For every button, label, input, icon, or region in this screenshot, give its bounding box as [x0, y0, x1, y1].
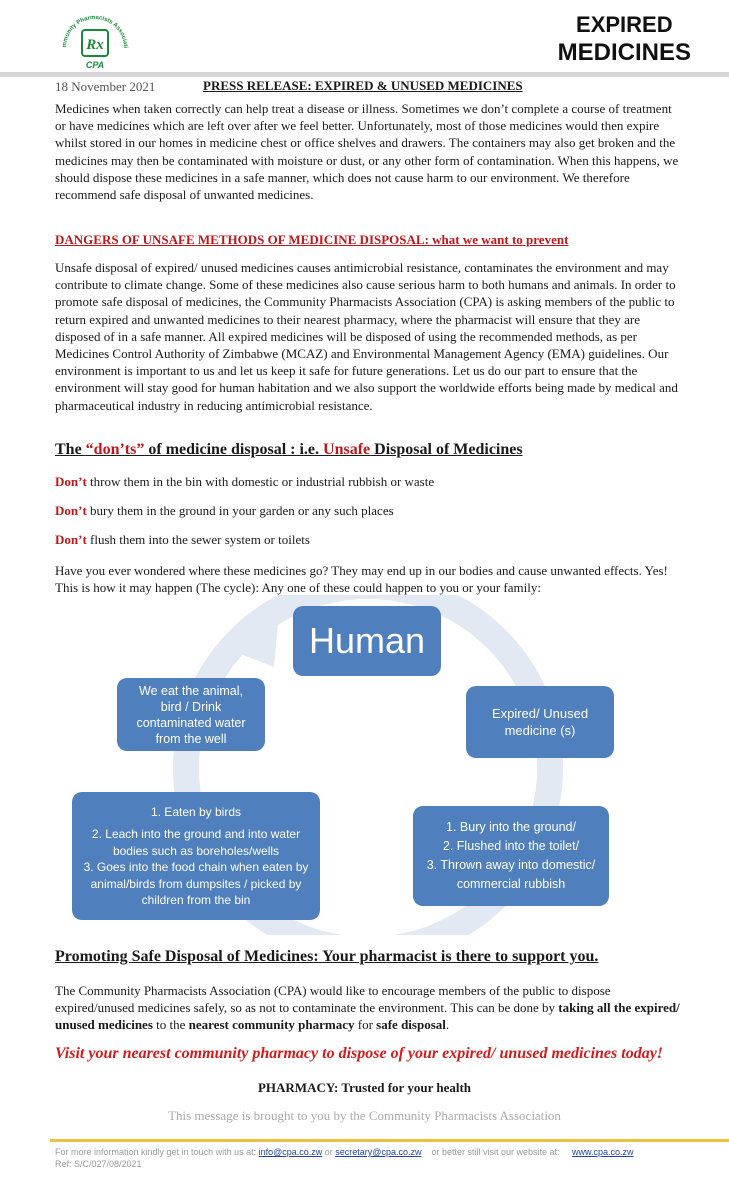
dont-label: Don’t	[55, 532, 87, 547]
cycle-expired-line1: Expired/ Unused	[491, 706, 589, 721]
dont-label: Don’t	[55, 474, 87, 489]
cycle-pathway-line: 2. Leach into the ground and into water	[91, 827, 301, 841]
promoting-text: for	[354, 1017, 377, 1033]
footer-divider	[50, 1139, 729, 1142]
cycle-box-disposal-methods	[413, 806, 609, 906]
cycle-consume-line: from the well	[155, 731, 227, 746]
promoting-bold: taking all the expired/ unused medicines	[55, 1000, 680, 1033]
dont-label: Don’t	[55, 503, 87, 518]
cpa-logo-icon	[50, 6, 140, 72]
dangers-heading: DANGERS OF UNSAFE METHODS OF MEDICINE DISPOSAL: what we want to prevent	[55, 232, 569, 247]
cycle-box-expired	[466, 686, 614, 758]
visit-call-to-action: Visit your nearest community pharmacy to dispose of your expired/ unused medicines today!	[55, 1045, 664, 1062]
cycle-pathway-line: bodies such as boreholes/wells	[112, 843, 280, 858]
cpa-logo	[50, 6, 140, 72]
header-divider	[0, 72, 729, 77]
promoting-paragraph	[55, 982, 685, 1034]
donts-heading-part3: of medicine disposal : i.e.	[144, 441, 324, 458]
cycle-box-human	[293, 606, 441, 676]
logo-rx-symbol: Rx	[86, 37, 104, 53]
promoting-heading: Promoting Safe Disposal of Medicines: Your pharmacist is there to support you.	[55, 948, 599, 965]
promoting-text: to the	[152, 1017, 189, 1033]
promoting-bold: nearest community pharmacy	[188, 1017, 355, 1033]
title-line-1: EXPIRED	[576, 12, 673, 37]
footer	[55, 1146, 634, 1170]
title-line-2: MEDICINES	[557, 39, 691, 66]
footer-reference: Ref: S/C/027/08/2021	[55, 1159, 142, 1169]
cycle-pathway-line: children from the bin	[141, 893, 251, 907]
footer-better-text: or better still visit our website at:	[421, 1147, 573, 1157]
sponsor-message: This message is brought to you by the Community Pharmacists Association	[168, 1108, 561, 1123]
cycle-method-line: commercial rubbish	[456, 877, 566, 891]
promoting-bold: safe disposal	[376, 1017, 446, 1033]
cycle-box-consume	[117, 678, 265, 751]
donts-heading	[55, 441, 523, 459]
dont-item	[55, 532, 310, 548]
press-release-title: PRESS RELEASE: EXPIRED & UNUSED MEDICINES	[203, 78, 523, 93]
footer-or: or	[322, 1147, 336, 1157]
dont-text: bury them in the ground in your garden or any such places	[86, 503, 394, 518]
dangers-paragraph: Unsafe disposal of expired/ unused medicines causes antimicrobial resistance, contaminates the environment and may contribute to climate change. Some of these medicines also cause serious harm to both humans and animals. In order to promote safe disposal of medicines, the Community Pharmacists Association (CPA) is asking members of the public to return expired and unwanted medicines to their nearest pharmacy, where the pharmacist will ensure that they are disposed of in a safe manner. All expired medicines will be disposed of using the recommended methods, as per Medicines Control Authority of Zimbabwe (MCAZ) and Environmental Management Agency (EMA) guidelines. Our environment is important to us and let us keep it safe for future generations. Let us do our part to ensure that the environment will stay good for human habitation and we also support the worldwide efforts being made by medical and pharmaceutical industry in reducing antimicrobial resistance.	[55, 260, 678, 413]
cycle-consume-line: contaminated water	[136, 715, 246, 730]
donts-heading-part4: Unsafe	[323, 441, 371, 458]
email-link-info[interactable]: info@cpa.co.zw	[258, 1147, 323, 1157]
document-title	[558, 12, 691, 68]
donts-heading-part2: “don’ts”	[85, 441, 145, 458]
cycle-method-line: 2. Flushed into the toilet/	[442, 839, 580, 853]
intro-paragraph: Medicines when taken correctly can help treat a disease or illness. Sometimes we don’t complete a course of treatment or have medicines which are left over after we feel better. Unfortunately, most of those medicines would then expire whilst stored in our homes in medicine chest or office shelves and drawers. The containers may also get broken and the medicines may then be contaminated with moisture or dust, or any other form of contamination. When this happens, we should dispose these medicines in a safe manner, which does not cause harm to our environment. We therefore recommend safe disposal of unwanted medicines.	[55, 101, 679, 203]
release-date: 18 November 2021	[55, 79, 156, 94]
donts-heading-part1: The	[55, 441, 86, 458]
donts-heading-part5: Disposal of Medicines	[370, 441, 523, 458]
cycle-intro: Have you ever wondered where these medicines go? They may end up in our bodies and cause unwanted effects. Yes! This is how it may happen (The cycle): Any one of these could happen to you or your family:	[55, 563, 668, 596]
promoting-text: The Community Pharmacists Association (CPA) would like to encourage members of the public to dispose expired/unused medicines safely, so as not to contaminate the environment. This can be done by	[55, 983, 611, 1016]
dont-text: flush them into the sewer system or toilets	[86, 532, 310, 547]
cycle-pathway-line: 3. Goes into the food chain when eaten by	[83, 860, 309, 874]
promoting-text: .	[445, 1017, 450, 1033]
dont-text: throw them in the bin with domestic or industrial rubbish or waste	[86, 474, 435, 489]
logo-arc-text: mmunity Pharmacists Associati	[61, 14, 129, 49]
dont-item	[55, 503, 394, 519]
cycle-expired-line2: medicine (s)	[504, 723, 576, 738]
dont-item	[55, 474, 434, 490]
footer-info-text: For more information kindly get in touch with us at	[55, 1147, 254, 1157]
logo-abbr: CPA	[85, 60, 105, 70]
cycle-pathway-line: 1. Eaten by birds	[150, 804, 242, 819]
cycle-method-line: 3. Thrown away into domestic/	[426, 858, 596, 872]
footer-colon: :	[253, 1147, 259, 1157]
cycle-consume-line: bird / Drink	[160, 699, 222, 714]
cycle-pathway-line: animal/birds from dumpsites / picked by	[90, 876, 302, 891]
footer-contact-line	[55, 1146, 634, 1158]
cycle-human-label: Human	[308, 620, 426, 661]
trusted-tagline: PHARMACY: Trusted for your health	[257, 1080, 472, 1095]
cycle-box-pathways	[72, 792, 320, 920]
website-link[interactable]: www.cpa.co.zw	[572, 1147, 634, 1157]
email-link-secretary[interactable]: secretary@cpa.co.zw	[335, 1147, 422, 1157]
cycle-method-line: 1. Bury into the ground/	[446, 820, 576, 834]
cycle-consume-line: We eat the animal,	[139, 683, 243, 698]
